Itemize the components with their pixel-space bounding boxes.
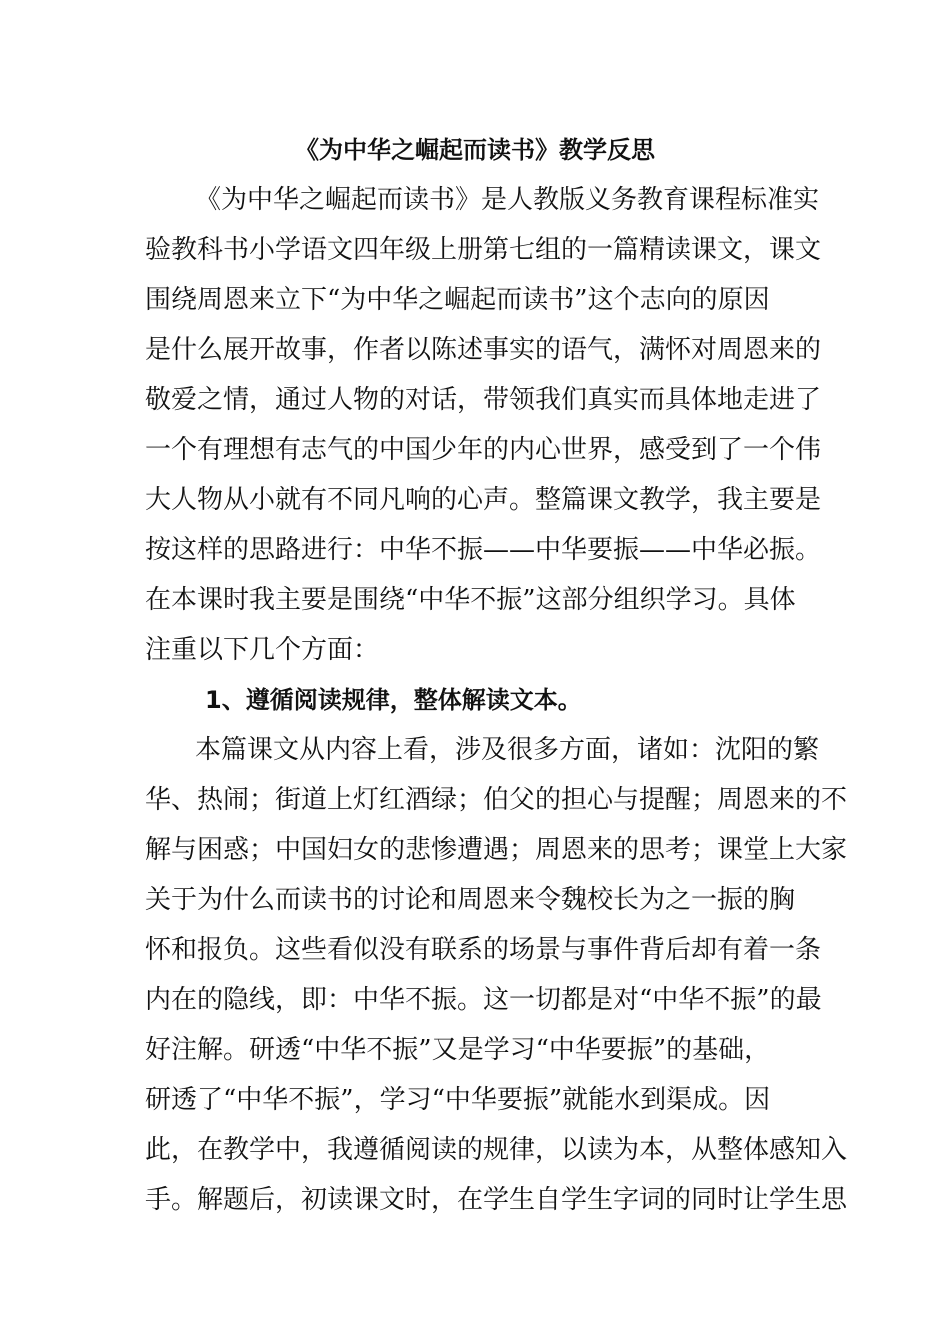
paragraph-1-line-7: 大人物从小就有不同凡响的心声。整篇课文教学，我主要是: [145, 485, 822, 515]
paragraph-2-line-5: 怀和报负。这些看似没有联系的场景与事件背后却有着一条: [145, 935, 822, 965]
paragraph-1-line-5: 敬爱之情，通过人物的对话，带领我们真实而具体地走进了: [145, 385, 822, 415]
paragraph-2-line-4: 关于为什么而读书的讨论和周恩来令魏校长为之一振的胸: [145, 885, 796, 915]
paragraph-1-line-9: 在本课时我主要是围绕“中华不振”这部分组织学习。具体: [145, 585, 796, 615]
paragraph-1-line-8: 按这样的思路进行：中华不振——中华要振——中华必振。: [145, 535, 822, 565]
paragraph-1-line-3: 围绕周恩来立下“为中华之崛起而读书”这个志向的原因: [145, 285, 770, 315]
paragraph-1-line-6: 一个有理想有志气的中国少年的内心世界，感受到了一个伟: [145, 435, 822, 465]
document-title: 《为中华之崛起而读书》教学反思: [295, 136, 655, 164]
paragraph-2-line-10: 手。解题后，初读课文时，在学生自学生字词的同时让学生思: [145, 1185, 848, 1215]
paragraph-1-line-1: 《为中华之崛起而读书》是人教版义务教育课程标准实: [195, 185, 820, 215]
paragraph-2-line-6: 内在的隐线，即：中华不振。这一切都是对“中华不振”的最: [145, 985, 822, 1015]
paragraph-2-line-7: 好注解。研透“中华不振”又是学习“中华要振”的基础，: [145, 1035, 771, 1065]
paragraph-1-line-2: 验教科书小学语文四年级上册第七组的一篇精读课文，课文: [145, 235, 822, 265]
paragraph-1-line-4: 是什么展开故事，作者以陈述事实的语气，满怀对周恩来的: [145, 335, 822, 365]
paragraph-1-line-10: 注重以下几个方面：: [145, 635, 380, 665]
paragraph-2-line-2: 华、热闹；街道上灯红酒绿；伯父的担心与提醒；周恩来的不: [145, 785, 848, 815]
section-heading-1: 1、遵循阅读规律，整体解读文本。: [205, 686, 582, 714]
paragraph-2-line-3: 解与困惑；中国妇女的悲惨遭遇；周恩来的思考；课堂上大家: [145, 835, 848, 865]
paragraph-2-line-8: 研透了“中华不振”，学习“中华要振”就能水到渠成。因: [145, 1085, 771, 1115]
paragraph-2-line-1: 本篇课文从内容上看，涉及很多方面，诸如：沈阳的繁: [195, 735, 820, 765]
paragraph-2-line-9: 此，在教学中，我遵循阅读的规律，以读为本，从整体感知入: [145, 1135, 848, 1165]
